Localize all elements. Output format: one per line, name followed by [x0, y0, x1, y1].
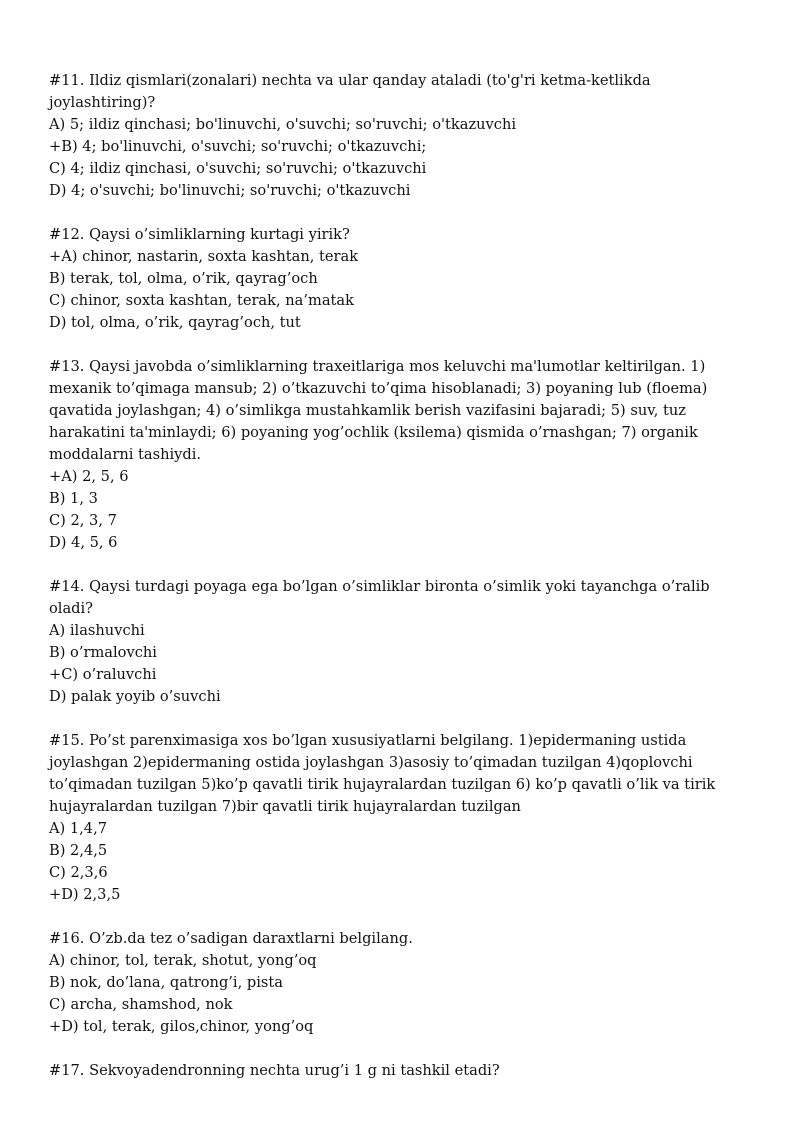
question-stem: #16. O’zb.da tez o’sadigan daraxtlarni belgilang. — [49, 930, 413, 947]
question-stem: #17. Sekvoyadendronning nechta urug’i 1 g ni tashkil etadi? — [49, 1062, 500, 1079]
answer-option: A) ilashuvchi — [49, 622, 145, 639]
answer-option: B) o’rmalovchi — [49, 644, 157, 661]
question-stem: #13. Qaysi javobda o’simliklarning traxeitlariga mos keluvchi ma'lumotlar keltirilgan. 1) mexanik to’qimaga mansub; 2) o’tkazuvchi to’qima hisoblanadi; 3) poyaning lub (floema) qavatida joylashgan; 4) o’simlikga mustahkamlik berish vazifasini bajaradi; 5) suv, tuz harakatini ta'minlaydi; 6) poyaning yog’ochlik (ksilema) qismida o’rnashgan; 7) organik moddalarni tashiydi. — [49, 358, 712, 463]
document-page — [49, 70, 749, 1104]
answer-option: B) 1, 3 — [49, 490, 98, 507]
question-16 — [49, 928, 749, 1038]
answer-option: B) terak, tol, olma, o’rik, qayrag’och — [49, 270, 318, 287]
answer-option: +A) 2, 5, 6 — [49, 468, 129, 485]
answer-option: D) palak yoyib o’suvchi — [49, 688, 221, 705]
answer-option: C) 2, 3, 7 — [49, 512, 117, 529]
answer-option: +B) 4; bo'linuvchi, o'suvchi; so'ruvchi; o'tkazuvchi; — [49, 138, 427, 155]
answer-option: +A) chinor, nastarin, soxta kashtan, terak — [49, 248, 359, 265]
answer-option: C) archa, shamshod, nok — [49, 996, 233, 1013]
answer-option: A) chinor, tol, terak, shotut, yong’oq — [49, 952, 317, 969]
answer-option: A) 5; ildiz qinchasi; bo'linuvchi, o'suvchi; so'ruvchi; o'tkazuvchi — [49, 116, 517, 133]
answer-option: D) 4, 5, 6 — [49, 534, 118, 551]
answer-option: B) 2,4,5 — [49, 842, 108, 859]
question-12 — [49, 224, 749, 334]
answer-option: C) chinor, soxta kashtan, terak, na’matak — [49, 292, 354, 309]
question-stem: #14. Qaysi turdagi poyaga ega bo’lgan o’simliklar bironta o’simlik yoki tayanchga o’ralib oladi? — [49, 578, 715, 617]
answer-option: A) 1,4,7 — [49, 820, 108, 837]
answer-option: +D) 2,3,5 — [49, 886, 121, 903]
question-stem: #11. Ildiz qismlari(zonalari) nechta va ular qanday ataladi (to'g'ri ketma-ketlikda joylashtiring)? — [49, 72, 656, 111]
answer-option: +C) o’raluvchi — [49, 666, 157, 683]
answer-option: D) 4; o'suvchi; bo'linuvchi; so'ruvchi; o'tkazuvchi — [49, 182, 411, 199]
question-14 — [49, 576, 749, 708]
question-15 — [49, 730, 749, 906]
answer-option: D) tol, olma, o’rik, qayrag’och, tut — [49, 314, 301, 331]
question-11 — [49, 70, 749, 202]
answer-option: C) 4; ildiz qinchasi, o'suvchi; so'ruvchi; o'tkazuvchi — [49, 160, 427, 177]
question-stem: #12. Qaysi o’simliklarning kurtagi yirik? — [49, 226, 350, 243]
question-17 — [49, 1060, 749, 1082]
answer-option: B) nok, do’lana, qatrong’i, pista — [49, 974, 283, 991]
question-stem: #15. Po’st parenximasiga xos bo’lgan xususiyatlarni belgilang. 1)epidermaning ustida joylashgan 2)epidermaning ostida joylashgan 3)asosiy to’qimadan tuzilgan 4)qoplovchi to’qimadan tuzilgan 5)ko’p qavatli tirik hujayralardan tuzilgan 6) ko’p qavatli o’lik va tirik hujayralardan tuzilgan 7)bir qavatli tirik hujayralardan tuzilgan — [49, 732, 720, 815]
answer-option: +D) tol, terak, gilos,chinor, yong’oq — [49, 1018, 314, 1035]
question-13 — [49, 356, 749, 554]
answer-option: C) 2,3,6 — [49, 864, 108, 881]
